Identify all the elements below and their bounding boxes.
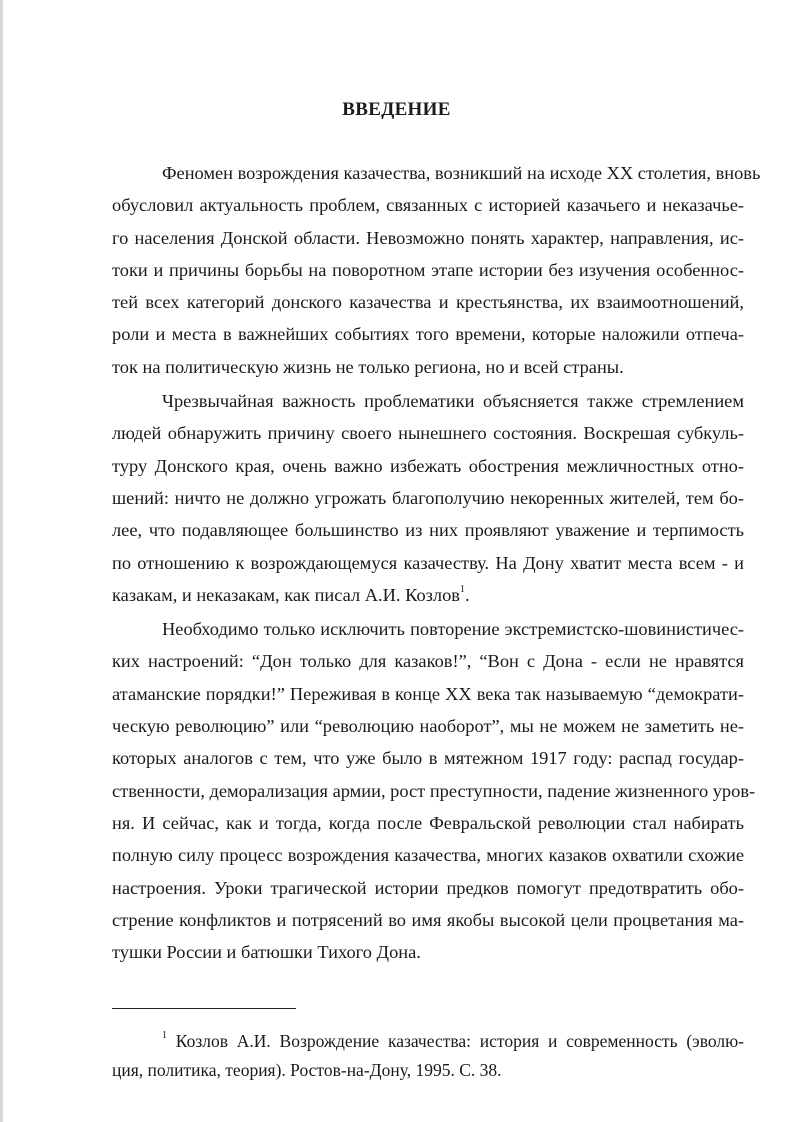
text-line: которых аналогов с тем, что уже было в мятежном 1917 году: распад государ-	[112, 748, 744, 769]
text-line: Феномен возрождения казачества, возникший на исходе XX столетия, вновь	[162, 163, 761, 183]
text-line: настроения. Уроки трагической истории предков помогут предотвратить обо-	[112, 877, 744, 898]
text-line: ня. И сейчас, как и тогда, когда после Февральской революции стал набирать	[112, 812, 744, 833]
body-text	[112, 157, 761, 968]
text-line: тей всех категорий донского казачества и крестьянства, их взаимоотношений,	[112, 292, 744, 313]
text-line: тушки России и батюшки Тихого Дона.	[112, 942, 421, 963]
text-line: ственности, деморализация армии, рост преступности, падение жизненного уров-	[112, 780, 756, 801]
footnote	[112, 1027, 744, 1085]
footnote-reference[interactable]: 1	[459, 583, 465, 595]
footnote-divider	[112, 1008, 296, 1009]
footnote-line: ция, политика, теория). Ростов-на-Дону, 1995. С. 38.	[112, 1060, 502, 1080]
text-line-content: казакам, и неказакам, как писал А.И. Козлов	[112, 584, 460, 605]
text-line: го населения Донской области. Невозможно понять характер, направления, ис-	[112, 227, 744, 248]
text-line: атаманские порядки!” Переживая в конце XX века так называемую “демократи-	[112, 683, 744, 704]
footnote-text: Козлов А.И. Возрождение казачества: история и современность (эволю-	[175, 1031, 744, 1051]
text-line: ческую революцию” или “революцию наоборот”, мы не можем не заметить не-	[112, 716, 744, 737]
text-line: полную силу процесс возрождения казачества, многих казаков охватили схожие	[112, 845, 744, 866]
text-line: Необходимо только исключить повторение экстремистско-шовинистичес-	[162, 619, 744, 640]
text-line: по отношению к возрождающемуся казачеству. На Дону хватит места всем - и	[112, 552, 744, 573]
page-title: ВВЕДЕНИЕ	[342, 99, 451, 120]
text-line: роли и места в важнейших событиях того времени, которые наложили отпеча-	[112, 324, 744, 345]
text-line: стрение конфликтов и потрясений во имя якобы высокой цели процветания ма-	[112, 909, 744, 930]
text-line: ток на политическую жизнь не только региона, но и всей страны.	[112, 356, 624, 377]
text-line: шений: ничто не должно угрожать благополучию некоренных жителей, тем бо-	[112, 487, 744, 508]
page-edge-shadow	[0, 0, 3, 1122]
footnote-marker: 1	[162, 1030, 167, 1042]
text-line	[112, 579, 744, 611]
text-line: лее, что подавляющее большинство из них проявляют уважение и терпимость	[112, 520, 744, 541]
footnote-line	[112, 1027, 744, 1056]
text-line-tail: .	[464, 584, 470, 605]
text-line: людей обнаружить причину своего нынешнего состояния. Воскрешая субкуль-	[112, 423, 744, 444]
text-line: токи и причины борьбы на поворотном этапе истории без изучения особеннос-	[112, 259, 744, 280]
text-line: Чрезвычайная важность проблематики объясняется также стремлением	[162, 391, 744, 412]
text-line: туру Донского края, очень важно избежать обострения межличностных отно-	[112, 455, 744, 476]
text-line: ких настроений: “Дон только для казаков!”, “Вон с Дона - если не нравятся	[112, 651, 744, 672]
text-line: обусловил актуальность проблем, связанных с историей казачьего и неказачье-	[112, 195, 744, 216]
